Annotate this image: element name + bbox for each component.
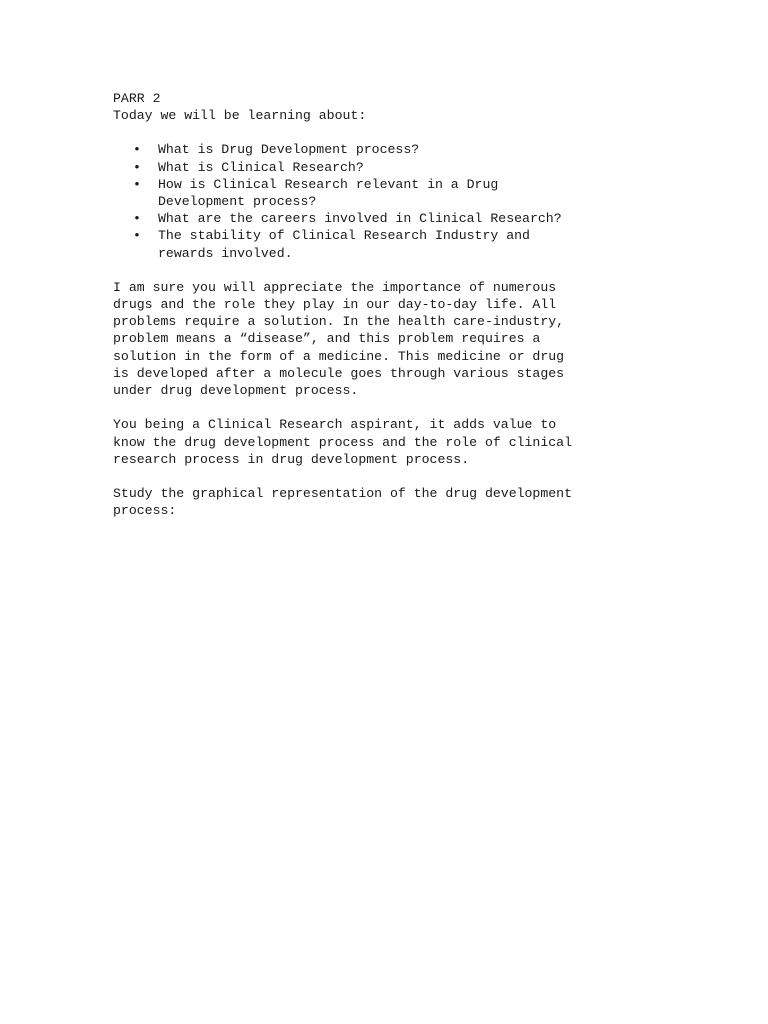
bullet-icon: • [133,211,141,227]
list-item: • What is Drug Development process? [133,142,420,158]
list-item: • What are the careers involved in Clinical Research? [133,211,562,227]
paragraph-graphical-representation: Study the graphical representation of the drug development process: [113,486,572,519]
list-item: • What is Clinical Research? [133,159,364,175]
intro-line: Today we will be learning about: [113,108,367,124]
list-item: • The stability of Clinical Research Industry and rewards involved. [133,228,530,261]
document-heading: PARR 2 [113,91,161,106]
document-page [113,90,653,537]
bullet-icon: • [133,176,141,192]
bullet-icon: • [133,159,141,175]
bullet-icon: • [133,228,141,244]
topic-list [113,141,653,261]
paragraph-drugs-importance: I am sure you will appreciate the importance of numerous drugs and the role they play in our day-to-day life. All problems require a solution. In the health care-industry, problem means a “disease”, and this problem requires a solution in the form of a medicine. This medicine or drug is developed after a molecule goes through various stages under drug development process. [113,279,565,399]
list-item: • How is Clinical Research relevant in a Drug Development process? [133,176,499,210]
paragraph-aspirant-value: You being a Clinical Research aspirant, it adds value to know the drug development process and the role of clinical research process in drug development process. [113,417,572,467]
bullet-icon: • [133,142,141,158]
